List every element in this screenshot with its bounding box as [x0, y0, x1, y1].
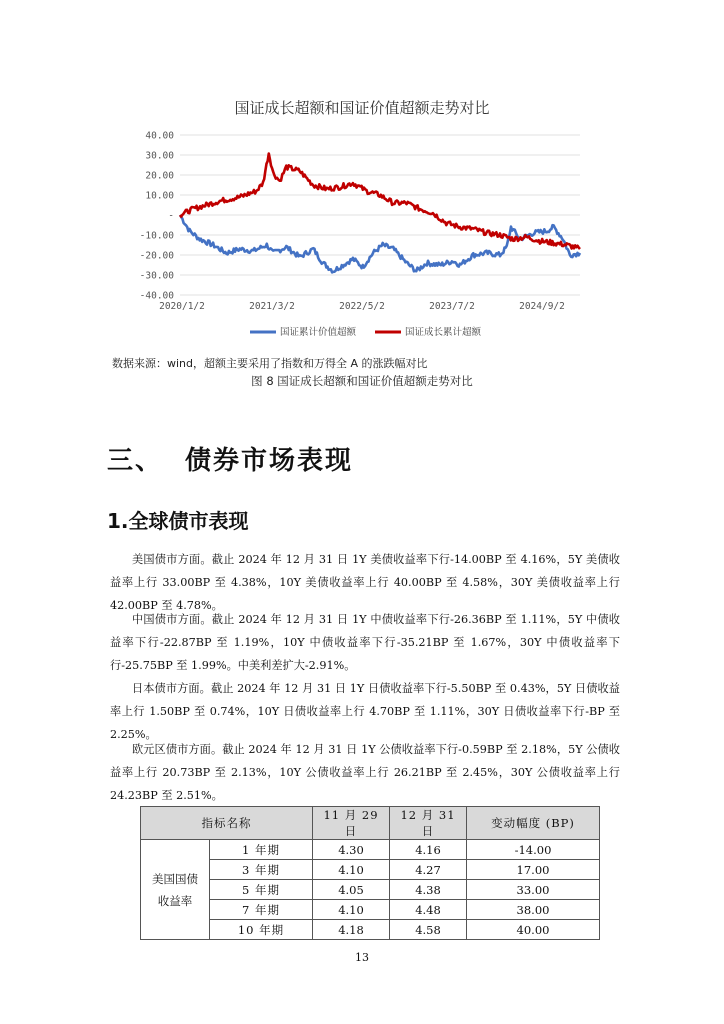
subsection-heading: 1.全球债市表现 [107, 509, 249, 533]
term-cell: 1 年期 [210, 840, 313, 860]
page-number: 13 [355, 951, 369, 964]
table-row [141, 880, 600, 900]
header-change: 变动幅度 (BP) [467, 807, 600, 840]
change-cell: 40.00 [467, 920, 600, 940]
y-tick-label: - [168, 210, 174, 222]
line-chart [130, 120, 600, 345]
x-tick-label: 2022/5/2 [339, 301, 385, 312]
y-tick-label: 10.00 [145, 190, 174, 202]
dec31-cell: 4.58 [390, 920, 467, 940]
section-title: 债券市场表现 [185, 446, 354, 476]
paragraph-euro-bonds: 欧元区债市方面。截止 2024 年 12 月 31 日 1Y 公债收益率下行-0.59BP 至 2.18%，5Y 公债收益率上行 20.73BP 至 2.13%，10Y 公债收益率上行 26.21BP 至 2.45%，30Y 公债收益率上行 24.23BP 至 2.51%。 [110, 743, 620, 802]
section-heading [107, 440, 353, 477]
paragraph-japan-bonds: 日本债市方面。截止 2024 年 12 月 31 日 1Y 日债收益率下行-5.50BP 至 0.43%，5Y 日债收益率上行 1.50BP 至 0.74%，10Y 日债收益率上行 4.70BP 至 1.11%，30Y 日债收益率下行-BP 至 2.25%。 [110, 682, 620, 741]
nov29-cell: 4.10 [313, 860, 390, 880]
term-cell: 5 年期 [210, 880, 313, 900]
group-label: 美国国债收益率 [141, 840, 210, 940]
change-cell: 33.00 [467, 880, 600, 900]
source-note: 数据来源：wind，超额主要采用了指数和万得全 A 的涨跌幅对比 [112, 357, 428, 370]
x-tick-label: 2021/3/2 [249, 301, 295, 312]
paragraph-us-bonds: 美国债市方面。截止 2024 年 12 月 31 日 1Y 美债收益率下行-14.00BP 至 4.16%，5Y 美债收益率上行 33.00BP 至 4.38%，10Y 美债收益率上行 40.00BP 至 4.58%，30Y 美债收益率上行 42.00BP 至 4.78%。 [110, 553, 620, 612]
chart-gridlines [180, 135, 580, 295]
dec31-cell: 4.48 [390, 900, 467, 920]
figure-caption: 图 8 国证成长超额和国证价值超额走势对比 [251, 374, 473, 388]
term-cell: 7 年期 [210, 900, 313, 920]
section-number: 三、 [107, 446, 164, 476]
nov29-cell: 4.10 [313, 900, 390, 920]
paragraph-china-bonds: 中国债市方面。截止 2024 年 12 月 31 日 1Y 中债收益率下行-26.36BP 至 1.11%，5Y 中债收益率下行-22.87BP 至 1.19%，10Y 中债收益率下行-35.21BP 至 1.67%，30Y 中债收益率下行-25.75BP 至 1.99%。中美利差扩大-2.91%。 [110, 613, 620, 672]
table-header-row [141, 807, 600, 840]
nov29-cell: 4.30 [313, 840, 390, 860]
change-cell: -14.00 [467, 840, 600, 860]
chart-title: 国证成长超额和国证价值超额走势对比 [234, 99, 490, 117]
x-tick-label: 2020/1/2 [159, 301, 205, 312]
header-nov29: 11 月 29 日 [313, 807, 390, 840]
x-tick-label: 2023/7/2 [429, 301, 475, 312]
change-cell: 38.00 [467, 900, 600, 920]
dec31-cell: 4.16 [390, 840, 467, 860]
y-tick-label: -10.00 [139, 230, 174, 242]
dec31-cell: 4.27 [390, 860, 467, 880]
legend-label: 国证累计价值超额 [280, 327, 357, 338]
y-tick-label: 20.00 [145, 170, 174, 182]
y-tick-label: 30.00 [145, 150, 174, 162]
us-treasury-yield-table [140, 806, 600, 940]
y-tick-label: -20.00 [139, 250, 174, 262]
table-row [141, 860, 600, 880]
y-axis-tick-labels [140, 131, 175, 302]
table-row [141, 900, 600, 920]
chart-legend [250, 326, 482, 338]
y-tick-label: 40.00 [145, 130, 174, 142]
nov29-cell: 4.05 [313, 880, 390, 900]
header-indicator: 指标名称 [141, 807, 313, 840]
x-tick-label: 2024/9/2 [519, 301, 565, 312]
change-cell: 17.00 [467, 860, 600, 880]
header-dec31: 12 月 31 日 [390, 807, 467, 840]
dec31-cell: 4.38 [390, 880, 467, 900]
y-tick-label: -40.00 [139, 290, 174, 302]
table-row [141, 920, 600, 940]
nov29-cell: 4.18 [313, 920, 390, 940]
series-lines [180, 154, 580, 273]
table-row [141, 840, 600, 860]
legend-label: 国证成长累计超额 [405, 327, 482, 338]
y-tick-label: -30.00 [139, 270, 174, 282]
term-cell: 3 年期 [210, 860, 313, 880]
x-axis-tick-labels [159, 301, 565, 312]
series-line-value [180, 215, 580, 272]
term-cell: 10 年期 [210, 920, 313, 940]
